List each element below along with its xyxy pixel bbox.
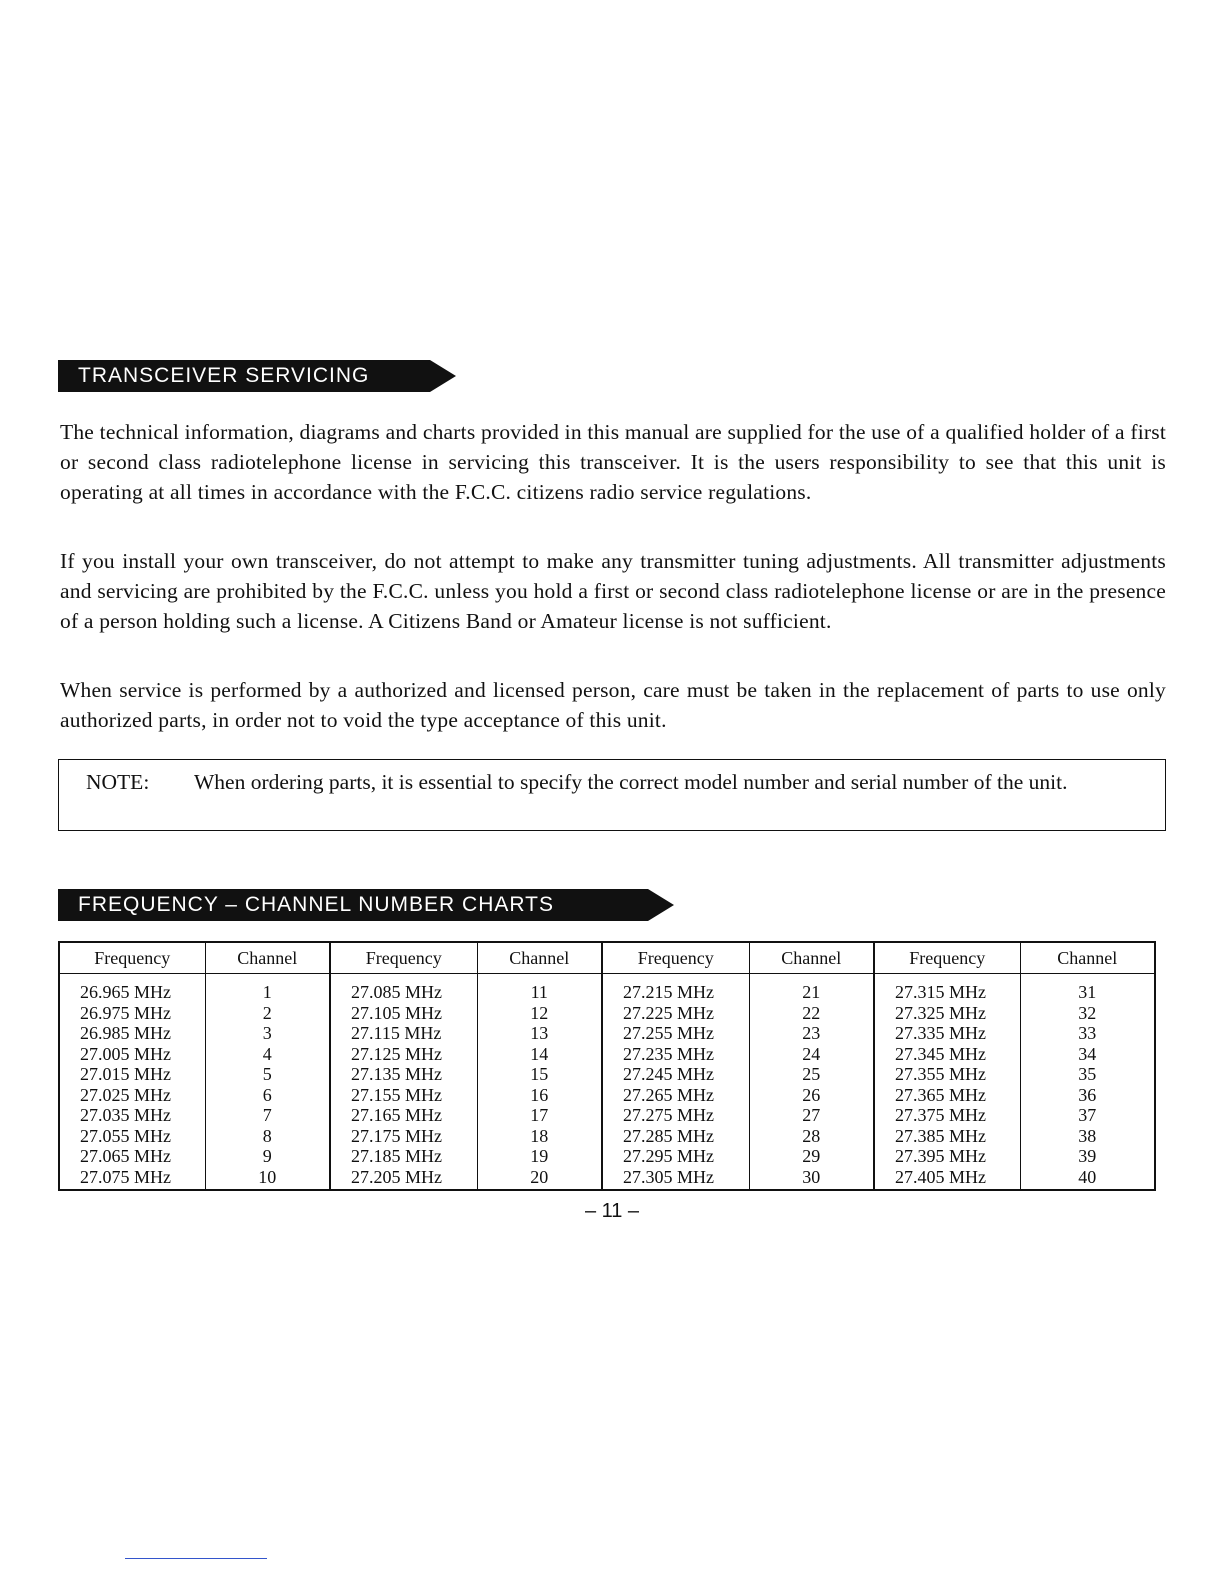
channel-cell: 9 xyxy=(262,1146,272,1166)
frequency-column-2 xyxy=(330,974,477,1191)
channel-cell: 2 xyxy=(262,1002,272,1023)
frequency-cell: 27.355 MHz xyxy=(895,1064,986,1084)
table-header-row xyxy=(59,942,1155,974)
channel-cell: 7 xyxy=(262,1105,272,1125)
frequency-cell: 27.265 MHz xyxy=(623,1084,714,1105)
paragraph-technical-information: The technical information, diagrams and charts provided in this manual are supplied for the use of a qualified holder of a first or second class radiotelephone license in servicing this transceiver. It is the users responsibility to see that this unit is operating at all times in accordance with the F.C.C. citizens radio service regulations. xyxy=(60,420,1166,504)
frequency-cell: 27.125 MHz xyxy=(351,1043,442,1064)
frequency-cell: 27.015 MHz xyxy=(80,1064,171,1084)
table-body-row xyxy=(59,974,1155,1191)
frequency-cell: 26.985 MHz xyxy=(80,1023,171,1043)
frequency-cell: 27.055 MHz xyxy=(80,1125,171,1146)
frequency-cell: 27.365 MHz xyxy=(895,1084,986,1105)
channel-cell: 37 xyxy=(1078,1105,1097,1125)
frequency-cell: 27.235 MHz xyxy=(623,1043,714,1064)
channel-cell: 29 xyxy=(802,1146,821,1166)
channel-column-4 xyxy=(1020,974,1155,1191)
channel-cell: 8 xyxy=(262,1125,272,1146)
frequency-cell: 27.385 MHz xyxy=(895,1125,986,1146)
footer-rule xyxy=(125,1558,267,1559)
channel-cell: 39 xyxy=(1078,1146,1097,1166)
frequency-cell: 27.065 MHz xyxy=(80,1146,171,1166)
channel-cell: 5 xyxy=(262,1064,272,1084)
channel-cell: 26 xyxy=(802,1084,821,1105)
frequency-cell: 27.025 MHz xyxy=(80,1084,171,1105)
frequency-cell: 27.085 MHz xyxy=(351,982,442,1002)
frequency-cell: 27.295 MHz xyxy=(623,1146,714,1166)
channel-cell: 3 xyxy=(262,1023,272,1043)
frequency-cell: 27.375 MHz xyxy=(895,1105,986,1125)
frequency-cell: 26.965 MHz xyxy=(80,982,171,1002)
channel-cell: 32 xyxy=(1078,1002,1097,1023)
channel-cell: 1 xyxy=(262,982,272,1002)
section-title-frequency-channel-charts: FREQUENCY – CHANNEL NUMBER CHARTS xyxy=(58,889,648,921)
channel-cell: 22 xyxy=(802,1002,821,1023)
frequency-cell: 27.245 MHz xyxy=(623,1064,714,1084)
note-box xyxy=(58,759,1166,831)
frequency-cell: 27.035 MHz xyxy=(80,1105,171,1125)
channel-cell: 33 xyxy=(1078,1023,1097,1043)
frequency-cell: 27.225 MHz xyxy=(623,1002,714,1023)
header-frequency-3: Frequency xyxy=(602,942,749,974)
frequency-cell: 27.345 MHz xyxy=(895,1043,986,1064)
channel-cell: 16 xyxy=(530,1084,549,1105)
channel-cell: 23 xyxy=(802,1023,821,1043)
channel-cell: 12 xyxy=(530,1002,549,1023)
channel-cell: 34 xyxy=(1078,1043,1097,1064)
channel-cell: 4 xyxy=(262,1043,272,1064)
frequency-cell: 27.275 MHz xyxy=(623,1105,714,1125)
frequency-cell: 27.075 MHz xyxy=(80,1166,171,1187)
frequency-cell: 27.215 MHz xyxy=(623,982,714,1002)
channel-column-2 xyxy=(477,974,602,1191)
channel-cell: 17 xyxy=(530,1105,549,1125)
paragraph-install-warning: If you install your own transceiver, do not attempt to make any transmitter tuning adjustments. All transmitter adjustments and servicing are prohibited by the F.C.C. unless you hold a first or second class radiotelephone license or are in the presence of a person holding such a license. A Citizens Band or Amateur license is not sufficient. xyxy=(60,549,1166,633)
frequency-cell: 27.205 MHz xyxy=(351,1166,442,1187)
frequency-column-4 xyxy=(874,974,1020,1191)
frequency-cell: 27.315 MHz xyxy=(895,982,986,1002)
header-frequency-1: Frequency xyxy=(59,942,205,974)
channel-cell: 38 xyxy=(1078,1125,1097,1146)
channel-cell: 10 xyxy=(258,1166,277,1187)
frequency-cell: 27.165 MHz xyxy=(351,1105,442,1125)
section-title-transceiver-servicing: TRANSCEIVER SERVICING xyxy=(58,360,430,392)
frequency-cell: 27.155 MHz xyxy=(351,1084,442,1105)
channel-cell: 30 xyxy=(802,1166,821,1187)
header-channel-4: Channel xyxy=(1020,942,1155,974)
channel-cell: 11 xyxy=(530,982,548,1002)
channel-cell: 21 xyxy=(802,982,821,1002)
note-label: NOTE: xyxy=(86,770,150,794)
channel-cell: 18 xyxy=(530,1125,549,1146)
header-channel-3: Channel xyxy=(749,942,874,974)
frequency-cell: 27.175 MHz xyxy=(351,1125,442,1146)
header-frequency-2: Frequency xyxy=(330,942,477,974)
channel-cell: 15 xyxy=(530,1064,549,1084)
channel-cell: 24 xyxy=(802,1043,821,1064)
frequency-cell: 27.255 MHz xyxy=(623,1023,714,1043)
frequency-cell: 27.105 MHz xyxy=(351,1002,442,1023)
frequency-cell: 27.395 MHz xyxy=(895,1146,986,1166)
channel-cell: 25 xyxy=(802,1064,821,1084)
header-channel-1: Channel xyxy=(205,942,330,974)
frequency-channel-table xyxy=(58,941,1156,1191)
frequency-column-3 xyxy=(602,974,749,1191)
frequency-cell: 26.975 MHz xyxy=(80,1002,171,1023)
channel-cell: 14 xyxy=(530,1043,549,1064)
frequency-cell: 27.115 MHz xyxy=(351,1023,442,1043)
frequency-cell: 27.325 MHz xyxy=(895,1002,986,1023)
frequency-cell: 27.135 MHz xyxy=(351,1064,442,1084)
channel-column-3 xyxy=(749,974,874,1191)
frequency-cell: 27.285 MHz xyxy=(623,1125,714,1146)
page-number: – 11 – xyxy=(584,1200,640,1222)
channel-cell: 6 xyxy=(262,1084,272,1105)
channel-cell: 36 xyxy=(1078,1084,1097,1105)
channel-cell: 27 xyxy=(802,1105,821,1125)
note-text: When ordering parts, it is essential to specify the correct model number and serial number of the unit. xyxy=(194,770,1068,794)
frequency-column-1 xyxy=(59,974,205,1191)
channel-cell: 19 xyxy=(530,1146,549,1166)
channel-cell: 31 xyxy=(1078,982,1097,1002)
channel-cell: 28 xyxy=(802,1125,821,1146)
channel-cell: 35 xyxy=(1078,1064,1097,1084)
frequency-cell: 27.405 MHz xyxy=(895,1166,986,1187)
channel-cell: 40 xyxy=(1078,1166,1097,1187)
header-channel-2: Channel xyxy=(477,942,602,974)
paragraph-authorized-parts: When service is performed by a authorized and licensed person, care must be taken in the replacement of parts to use only authorized parts, in order not to void the type acceptance of this unit. xyxy=(60,678,1166,732)
channel-cell: 13 xyxy=(530,1023,549,1043)
frequency-cell: 27.335 MHz xyxy=(895,1023,986,1043)
frequency-cell: 27.185 MHz xyxy=(351,1146,442,1166)
frequency-cell: 27.305 MHz xyxy=(623,1166,714,1187)
channel-cell: 20 xyxy=(530,1166,549,1187)
header-frequency-4: Frequency xyxy=(874,942,1020,974)
channel-column-1 xyxy=(205,974,330,1191)
frequency-cell: 27.005 MHz xyxy=(80,1043,171,1064)
